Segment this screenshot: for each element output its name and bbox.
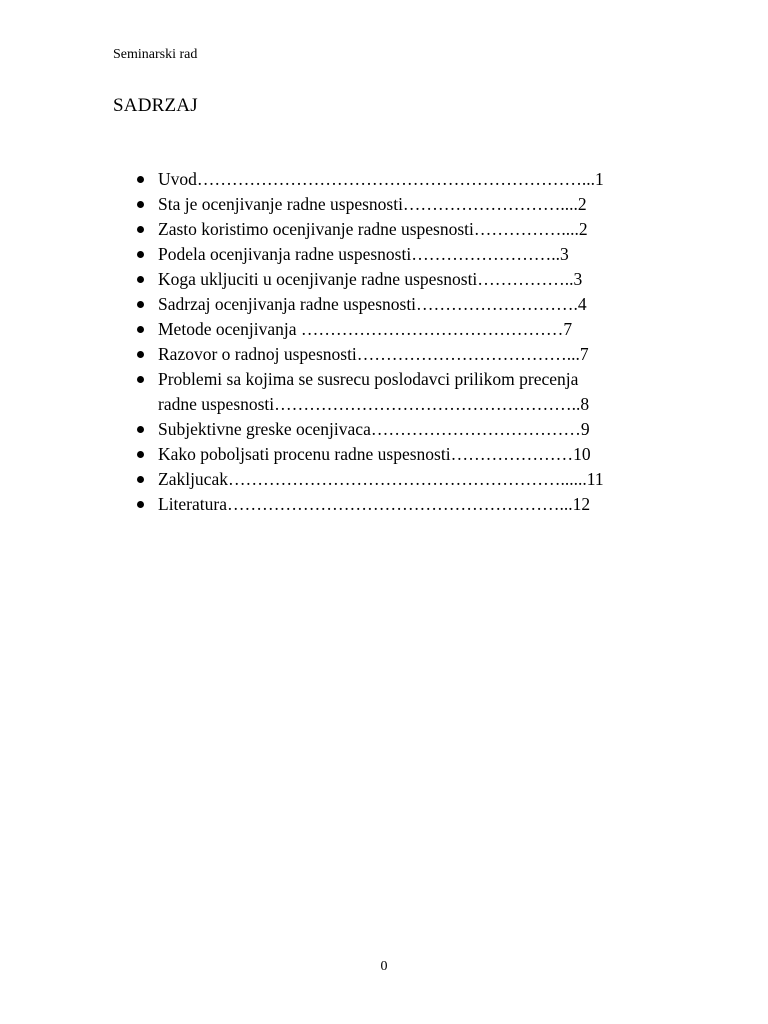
bullet-icon [137, 501, 144, 508]
toc-item-text-continuation: radne uspesnosti……………………………………………..8 [158, 394, 590, 414]
bullet-icon [137, 251, 144, 258]
toc-item-koga-ukljuciti [130, 267, 670, 292]
bullet-icon [137, 276, 144, 283]
toc-item-text: Koga ukljuciti u ocenjivanje radne uspesnosti……………..3 [158, 269, 583, 289]
toc-item-text: Kako poboljsati procenu radne uspesnosti…………………10 [158, 444, 591, 464]
toc-item-text: Sadrzaj ocenjivanja radne uspesnosti……………………….4 [158, 294, 587, 314]
toc-item-uvod [130, 167, 670, 192]
table-of-contents [130, 167, 670, 517]
toc-item-sta-je-ocenjivanje [130, 192, 670, 217]
toc-item-kako-poboljsati [130, 442, 670, 467]
page-title: SADRZAJ [113, 95, 198, 116]
toc-item-text: Zasto koristimo ocenjivanje radne uspesnosti……………....2 [158, 219, 588, 239]
bullet-icon [137, 201, 144, 208]
toc-item-razovor [130, 342, 670, 367]
bullet-icon [137, 451, 144, 458]
running-header: Seminarski rad [113, 47, 198, 62]
bullet-icon [137, 376, 144, 383]
toc-item-zakljucak [130, 467, 670, 492]
toc-item-podela [130, 242, 670, 267]
bullet-icon [137, 326, 144, 333]
toc-item-zasto-koristimo [130, 217, 670, 242]
toc-item-subjektivne-greske [130, 417, 670, 442]
bullet-icon [137, 476, 144, 483]
bullet-icon [137, 426, 144, 433]
toc-item-problemi [130, 367, 670, 417]
toc-item-text: Uvod…………………………………………………………...1 [158, 169, 604, 189]
toc-item-text: Literatura…………………………………………………...12 [158, 494, 591, 514]
toc-item-text: Problemi sa kojima se susrecu poslodavci prilikom precenja [158, 369, 579, 389]
toc-item-literatura [130, 492, 670, 517]
page-number: 0 [380, 959, 388, 974]
toc-item-text: Razovor o radnoj uspesnosti………………………………...7 [158, 344, 589, 364]
toc-item-metode [130, 317, 670, 342]
bullet-icon [137, 351, 144, 358]
bullet-icon [137, 301, 144, 308]
toc-item-text: Zakljucak…………………………………………………......11 [158, 469, 604, 489]
toc-item-text: Metode ocenjivanja ………………………………………7 [158, 319, 573, 339]
bullet-icon [137, 226, 144, 233]
toc-item-sadrzaj-ocenjivanja [130, 292, 670, 317]
bullet-icon [137, 176, 144, 183]
toc-item-text: Subjektivne greske ocenjivaca………………………………9 [158, 419, 590, 439]
toc-item-text: Sta je ocenjivanje radne uspesnosti………………………....2 [158, 194, 587, 214]
toc-item-text: Podela ocenjivanja radne uspesnosti……………………..3 [158, 244, 569, 264]
